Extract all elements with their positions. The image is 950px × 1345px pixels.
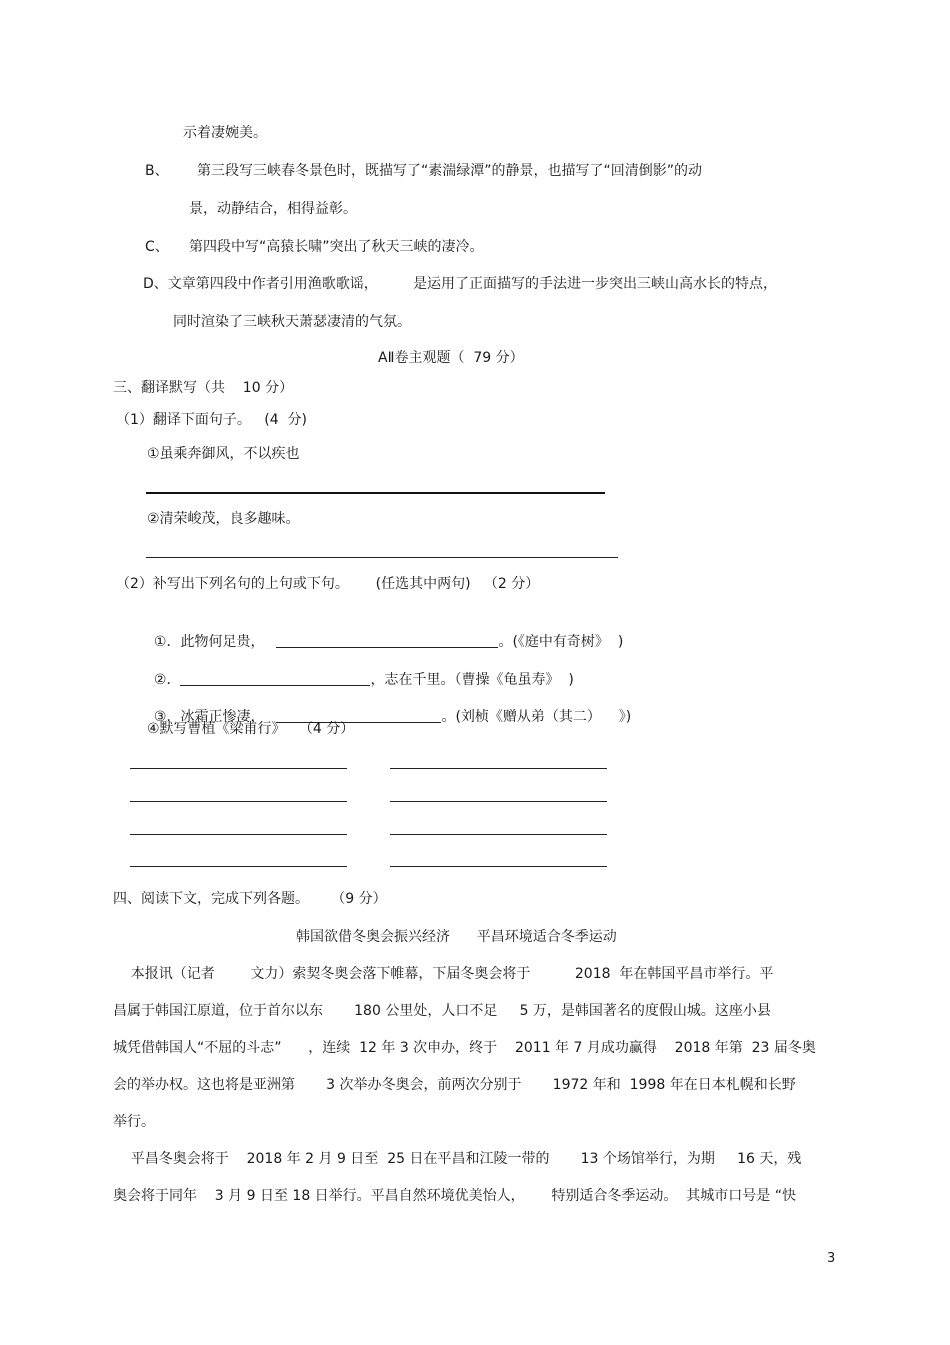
question-2-item-4: ④默写曹植《梁甫行》 （4 分） [147,721,355,737]
option-d-continuation: 同时渲染了三峡秋天萧瑟凄清的气氛。 [173,314,411,330]
option-c-label: C、 [145,239,169,255]
question-1a: ①虽乘奔御风，不以疾也 [147,446,300,462]
q2-1-prefix: ①．此物何足贵， [153,634,265,650]
fill-blank-2[interactable] [180,671,370,686]
question-2-item-2 [145,653,574,689]
poem-line-3-right[interactable] [390,834,607,835]
section3-heading: 三、翻译默写（共 10 分） [113,380,294,396]
article-title: 韩国欲借冬奥会振兴经济 平昌环境适合冬季运动 [296,929,617,945]
poem-line-1-left[interactable] [130,768,347,769]
article-line: 会的举办权。这也将是亚洲第 3 次举办冬奥会，前两次分别于 1972 年和 1998 年在日本札幌和长野 [113,1077,796,1093]
question-1b: ②清荣峻茂，良多趣味。 [147,511,300,527]
option-c-text: 第四段中写“高猿长啸”突出了秋天三峡的凄冷。 [189,239,484,255]
option-b-text: 第三段写三峡春冬景色时，既描写了“素湍绿潭”的静景，也描写了“回清倒影”的动 [197,163,703,179]
article-line: 本报讯（记者 文力）索契冬奥会落下帷幕，下届冬奥会将于 2018 年在韩国平昌市举行。平 [113,966,774,982]
q2-3-prefix: ③．冰霜正惨凄， [153,709,265,725]
answer-line-1a[interactable] [146,492,605,494]
article-body [113,965,833,1224]
article-line: 平昌冬奥会将于 2018 年 2 月 9 日至 25 日在平昌和江陵一带的 13 个场馆举行，为期 16 天，残 [113,1151,802,1167]
poem-line-1-right[interactable] [390,768,607,769]
poem-line-2-right[interactable] [390,801,607,802]
question-2: （2）补写出下列名句的上句或下句。 (任选其中两句) （2 分） [116,576,540,592]
section4-heading: 四、阅读下文，完成下列各题。 （9 分） [113,891,387,907]
q2-1-suffix: 。(《庭中有奇树》 ) [498,634,624,650]
article-line: 奥会将于同年 3 月 9 日至 18 日举行。平昌自然环境优美怡人， 特别适合冬季运动。 其城市口号是 “快 [113,1188,796,1204]
page-number: 3 [827,1251,836,1266]
q2-2-suffix: ，志在千里。（曹操《龟虽寿》 ) [370,672,574,688]
section-title: AⅡ卷主观题（ 79 分） [378,350,524,366]
q2-3-suffix: 。(刘桢《赠从弟（其二） 》) [441,709,632,725]
answer-line-1b[interactable] [146,557,618,558]
poem-line-4-left[interactable] [130,866,347,867]
poem-line-2-left[interactable] [130,801,347,802]
article-line: 举行。 [113,1114,155,1130]
option-b-continuation: 景，动静结合，相得益彰。 [189,201,357,217]
option-b-label: B、 [145,163,169,179]
article-line: 城凭借韩国人“不屈的斗志” ，连续 12 年 3 次申办，终于 2011 年 7 月成功赢得 2018 年第 23 届冬奥 [113,1040,816,1056]
poem-line-3-left[interactable] [130,834,347,835]
q2-2-prefix: ②． [153,672,181,688]
poem-line-4-right[interactable] [390,866,607,867]
option-d-text-part2: 是运用了正面描写的手法进一步突出三峡山高水长的特点， [413,276,777,292]
option-d-text-part1: D、文章第四段中作者引用渔歌歌谣， [143,276,378,292]
question-2-item-1 [145,615,623,651]
question-1: （1）翻译下面句子。 (4 分) [116,412,307,428]
fill-blank-1[interactable] [276,633,498,648]
article-line: 昌属于韩国江原道，位于首尔以东 180 公里处，人口不足 5 万，是韩国著名的度假山城。这座小县 [113,1003,771,1019]
option-a-continuation: 示着凄婉美。 [183,125,267,141]
